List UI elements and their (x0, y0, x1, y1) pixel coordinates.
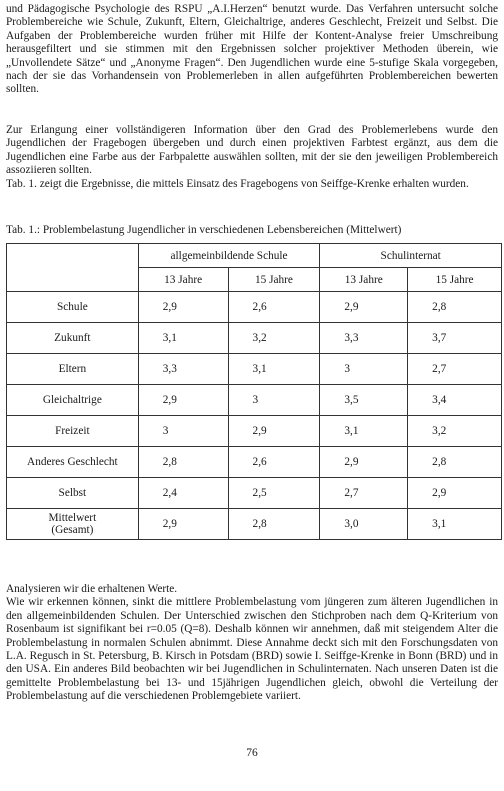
table-cell: 2,9 (408, 478, 502, 509)
table-cell: 3,3 (320, 323, 408, 354)
table-cell: 3,1 (228, 354, 320, 385)
table-cell: 2,6 (228, 292, 320, 323)
table-cell: 3,7 (408, 323, 502, 354)
table-cell: 3,1 (138, 323, 228, 354)
table-cell: 2,8 (408, 447, 502, 478)
table-cell: 3 (138, 416, 228, 447)
row-label: Gleichaltrige (7, 385, 139, 416)
age-header: 13 Jahre (138, 268, 228, 292)
corner-cell (7, 244, 139, 268)
table-row (7, 478, 502, 509)
table-row (7, 354, 502, 385)
table-cell: 2,9 (228, 416, 320, 447)
page-number: 76 (246, 747, 258, 759)
table-cell: 2,4 (138, 478, 228, 509)
table-cell: 3 (320, 354, 408, 385)
table-row (7, 292, 502, 323)
intro-paragraph: und Pädagogische Psychologie des RSPU „A.I.Herzen“ benutzt wurde. Das Verfahren untersucht solche Problembereiche wie Schule, Zukunft, Eltern, Gleichaltrige, anderes Geschlecht, Freizeit und Selbst. Die Aufgaben der Problembereiche wurden früher mit Hilfe der Kontent-Analyse freier Umschreibung herausgefiltert und sie stimmen mit den Ergebnissen solcher projektiver Methoden überein, wie „Unvollendete Sätze“ und „Anonyme Fragen“. Den Jugendlichen wurde eine 5-stufige Skala vorgegeben, nach der sie das Vorhandensein von Problemerleben in allen aufgeführten Problembereichen bewerten sollten. (6, 3, 498, 96)
analysis-body-text: Wie wir erkennen können, sinkt die mittlere Problembelastung vom jüngeren zum älteren Jugendlichen in den allgemeinbildenden Schulen. Der Unterschied zwischen den Stichproben nach dem Q-Kriterium von Rosenbaum ist signifikant bei r=0.05 (Q=8). Deshalb können wir annehmen, daß mit steigendem Alter die Problembelastung in normalen Schulen abnimmt. Diese Annahme deckt sich mit den Forschungsdaten von L.A. Regusch in St. Petersburg, B. Kirsch in Potsdam (BRD) sowie I. Seiffge-Krenke in Bonn (BRD) und in den USA. Ein anderes Bild beobachten wir bei Jugendlichen in Schulinternaten. Nach unseren Daten ist die gemittelte Problembelastung bei 13- und 15jährigen Jugendlichen gleich, obwohl die Verteilung der Problembelastung auf die verschiedenen Problemgebiete variiert. (6, 596, 498, 703)
table-cell: 2,8 (138, 447, 228, 478)
group-header-general-school: allgemeinbildende Schule (138, 244, 320, 268)
analysis-lead-text: Analysieren wir die erhaltenen Werte. (6, 583, 178, 595)
table-cell: 3,0 (320, 509, 408, 540)
table-row (7, 447, 502, 478)
table-cell: 3,2 (228, 323, 320, 354)
row-label: Selbst (7, 478, 139, 509)
row-label: Mittelwert (Gesamt) (7, 509, 139, 540)
table-cell: 2,5 (228, 478, 320, 509)
table-cell: 3,1 (320, 416, 408, 447)
table-cell: 2,7 (320, 478, 408, 509)
age-header-row (7, 268, 502, 292)
group-header-row (7, 244, 502, 268)
table-row (7, 416, 502, 447)
analysis-paragraph (6, 583, 498, 704)
table-cell: 3,3 (138, 354, 228, 385)
table-cell: 2,9 (320, 447, 408, 478)
corner-cell-lower (7, 268, 139, 292)
table-caption: Tab. 1.: Problembelastung Jugendlicher in verschiedenen Lebensbereichen (Mittelwert) (6, 224, 402, 236)
results-intro-text: Tab. 1. zeigt die Ergebnisse, die mittels Einsatz des Fragebogens von Seiffge-Krenke erhalten wurden. (6, 177, 469, 190)
row-label: Zukunft (7, 323, 139, 354)
group-header-boarding-school: Schulinternat (320, 244, 502, 268)
table-row (7, 323, 502, 354)
method-paragraph (6, 124, 498, 191)
method-text: Zur Erlangung einer vollständigeren Information über den Grad des Problemerlebens wurde den Jugendlichen der Fragebogen übergeben und durch einen projektiven Farbtest ergänzt, aus dem die Jugendlichen eine Farbe aus der Farbpalette auswählen sollten, mit der sie den jeweiligen Problembereich assoziieren sollten. (6, 124, 498, 177)
table-cell: 3 (228, 385, 320, 416)
table-cell: 2,7 (408, 354, 502, 385)
age-header: 13 Jahre (320, 268, 408, 292)
table-cell: 2,8 (408, 292, 502, 323)
table-cell: 3,1 (408, 509, 502, 540)
row-label: Eltern (7, 354, 139, 385)
table-cell: 2,9 (138, 509, 228, 540)
table-cell: 2,6 (228, 447, 320, 478)
age-header: 15 Jahre (228, 268, 320, 292)
row-label: Freizeit (7, 416, 139, 447)
table-cell: 3,2 (408, 416, 502, 447)
age-header: 15 Jahre (408, 268, 502, 292)
table-cell: 2,9 (138, 385, 228, 416)
table-row (7, 509, 502, 540)
table-row (7, 385, 502, 416)
table-cell: 2,9 (320, 292, 408, 323)
table-cell: 2,8 (228, 509, 320, 540)
table-cell: 3,5 (320, 385, 408, 416)
results-table (6, 243, 502, 540)
table-cell: 3,4 (408, 385, 502, 416)
row-label: Anderes Geschlecht (7, 447, 139, 478)
row-label: Schule (7, 292, 139, 323)
table-cell: 2,9 (138, 292, 228, 323)
